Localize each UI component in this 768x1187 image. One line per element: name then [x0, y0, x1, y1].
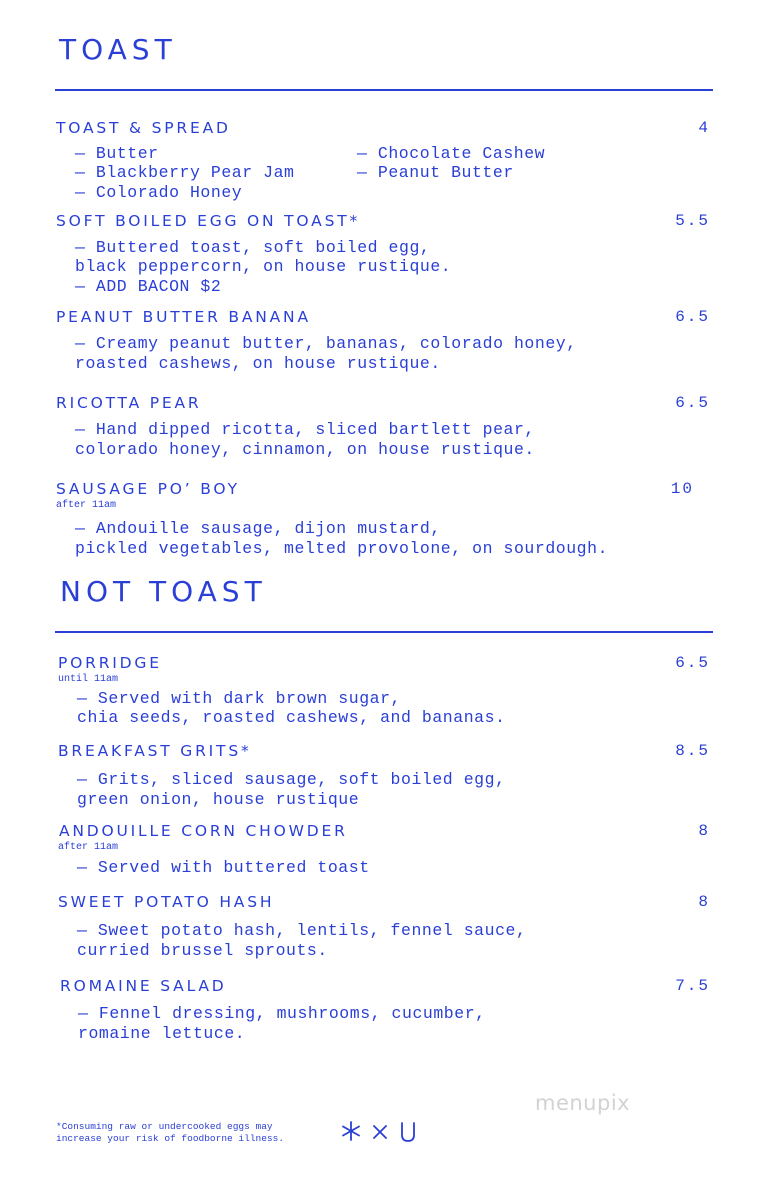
section-divider-not-toast: [55, 631, 713, 633]
item-name-porridge: PORRIDGE: [58, 654, 162, 672]
item-price-sweet-potato-hash: 8: [698, 893, 710, 911]
item-price-ricotta-pear: 6.5: [675, 394, 710, 412]
section-divider-toast: [55, 89, 713, 91]
item-desc-line: — Andouille sausage, dijon mustard,: [75, 519, 441, 538]
item-name-sweet-potato-hash: SWEET POTATO HASH: [58, 893, 275, 911]
item-desc-line: — Served with buttered toast: [77, 858, 370, 877]
option-colorado-honey: — Colorado Honey: [75, 183, 243, 202]
item-price-andouille-corn-chowder: 8: [698, 822, 710, 840]
item-desc-line: pickled vegetables, melted provolone, on sourdough.: [75, 539, 609, 558]
item-desc-line: roasted cashews, on house rustique.: [75, 354, 441, 373]
item-name-romaine-salad: ROMAINE SALAD: [60, 977, 227, 995]
section-title-toast: TOAST: [59, 33, 177, 66]
item-desc-line: — ADD BACON $2: [75, 277, 222, 296]
footnote-line: *Consuming raw or undercooked eggs may: [56, 1121, 273, 1132]
item-price-peanut-butter-banana: 6.5: [675, 308, 710, 326]
item-note-availability: after 11am: [58, 842, 119, 853]
brand-logo: [340, 1120, 420, 1144]
option-chocolate-cashew: — Chocolate Cashew: [357, 144, 546, 163]
item-name-soft-boiled-egg: SOFT BOILED EGG ON TOAST*: [56, 212, 361, 230]
brand-logo-mark: [340, 1120, 420, 1144]
item-desc-line: green onion, house rustique: [77, 790, 360, 809]
item-price-soft-boiled-egg: 5.5: [675, 212, 710, 230]
item-desc-line: — Fennel dressing, mushrooms, cucumber,: [78, 1004, 486, 1023]
item-desc-line: — Buttered toast, soft boiled egg,: [75, 238, 431, 257]
item-desc-line: chia seeds, roasted cashews, and bananas.: [77, 708, 506, 727]
item-desc-line: — Grits, sliced sausage, soft boiled egg,: [77, 770, 506, 789]
section-title-not-toast: NOT TOAST: [60, 575, 267, 608]
watermark-text: menupix: [535, 1091, 631, 1115]
item-note-availability: after 11am: [56, 500, 117, 511]
item-name-peanut-butter-banana: PEANUT BUTTER BANANA: [56, 308, 311, 326]
option-peanut-butter: — Peanut Butter: [357, 163, 514, 182]
item-name-andouille-corn-chowder: ANDOUILLE CORN CHOWDER: [59, 822, 348, 840]
item-price-breakfast-grits: 8.5: [675, 742, 710, 760]
item-price-romaine-salad: 7.5: [675, 977, 710, 995]
item-desc-line: colorado honey, cinnamon, on house rustique.: [75, 440, 535, 459]
item-note-availability: until 11am: [58, 674, 119, 685]
item-desc-line: — Sweet potato hash, lentils, fennel sauce,: [77, 921, 527, 940]
item-name-breakfast-grits: BREAKFAST GRITS*: [58, 742, 252, 760]
item-desc-line: — Hand dipped ricotta, sliced bartlett pear,: [75, 420, 535, 439]
item-name-sausage-po-boy: SAUSAGE PO’ BOY: [56, 480, 240, 498]
item-price-toast-spread: 4: [698, 119, 710, 137]
option-butter: — Butter: [75, 144, 159, 163]
option-blackberry-pear-jam: — Blackberry Pear Jam: [75, 163, 295, 182]
item-desc-line: — Served with dark brown sugar,: [77, 689, 401, 708]
item-desc-line: curried brussel sprouts.: [77, 941, 328, 960]
item-desc-line: romaine lettuce.: [78, 1024, 246, 1043]
item-desc-line: — Creamy peanut butter, bananas, colorado honey,: [75, 334, 577, 353]
footnote-line: increase your risk of foodborne illness.: [56, 1133, 285, 1144]
item-price-porridge: 6.5: [675, 654, 710, 672]
item-desc-line: black peppercorn, on house rustique.: [75, 257, 452, 276]
item-name-ricotta-pear: RICOTTA PEAR: [56, 394, 202, 412]
item-price-sausage-po-boy: 10: [670, 480, 694, 498]
item-name-toast-spread: TOAST & SPREAD: [56, 119, 231, 137]
